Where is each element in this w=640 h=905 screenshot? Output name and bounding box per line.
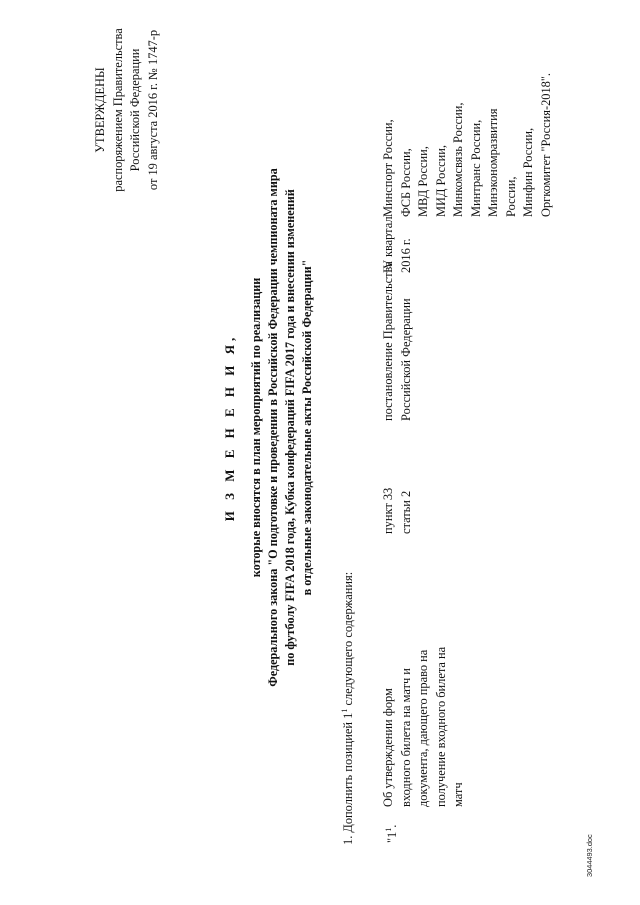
document-type-line: постановление Правительства	[381, 261, 395, 421]
approval-line: распоряжением Правительства	[110, 28, 125, 192]
subtitle-line: Федерального закона "О подготовке и проведении в Российской Федерации чемпионата мира	[266, 168, 280, 687]
responsible-line: России,	[503, 176, 518, 217]
intro-text: 1. Дополнить позицией 1	[341, 712, 356, 845]
responsible-line: Минфин России,	[521, 127, 535, 217]
responsible-line: МИД России,	[433, 145, 448, 217]
subtitle-line: которые вносятся в план мероприятий по реализации	[249, 277, 263, 578]
responsible-cell	[380, 73, 555, 217]
deadline-line: 2016 г.	[398, 238, 413, 273]
measure-name-line: матч	[451, 782, 465, 807]
approval-line: УТВЕРЖДЕНЫ	[93, 67, 107, 153]
document-type-cell	[380, 261, 415, 421]
intro-superscript: 1	[340, 708, 349, 713]
law-point-line: статьи 2	[398, 490, 413, 534]
document-heading	[222, 155, 316, 700]
footer-file-name: 3044493.doc	[585, 834, 594, 877]
measure-name-line: Об утверждении форм	[381, 688, 395, 807]
row-number-text: "1	[385, 831, 400, 843]
law-point-line: пункт 33	[381, 487, 395, 534]
approval-line: от 19 августа 2016 г. № 1747-р	[145, 29, 160, 191]
responsible-line: Минэкономразвития	[486, 108, 500, 217]
measure-name-line: входного билета на матч и	[398, 668, 413, 807]
intro-paragraph	[340, 572, 356, 845]
responsible-line: МВД России,	[416, 146, 430, 217]
row-number-dot: .	[385, 824, 400, 828]
intro-text-end: следующего содержания:	[341, 571, 356, 709]
measure-name-line: документа, дающего право на	[416, 649, 430, 807]
deadline-cell	[380, 216, 415, 273]
responsible-line: Оргкомитет "Россия-2018".	[538, 72, 553, 217]
row-number	[380, 825, 402, 843]
deadline-line: IV квартал	[381, 216, 395, 273]
approval-line: Российской Федерации	[128, 48, 142, 172]
responsible-line: ФСБ России,	[398, 148, 413, 217]
responsible-line: Минспорт России,	[381, 119, 395, 217]
responsible-line: Минкомсвязь России,	[451, 102, 465, 217]
document-title: И З М Е Н Е Н И Я,	[222, 333, 237, 522]
document-subtitle	[248, 155, 316, 700]
measure-name-line: получение входного билета на	[433, 646, 448, 807]
row-number-sup: 1	[384, 827, 393, 832]
subtitle-line: по футболу FIFA 2018 года, Кубка конфедераций FIFA 2017 года и внесении изменений	[283, 189, 297, 666]
approval-stamp	[92, 0, 162, 220]
subtitle-line: в отдельные законодательные акты Российской Федерации"	[300, 259, 314, 596]
law-point-cell	[380, 488, 415, 534]
measure-name-cell	[380, 647, 468, 807]
document-type-line: Российской Федерации	[398, 298, 413, 421]
responsible-line: Минтранс России,	[468, 119, 483, 217]
